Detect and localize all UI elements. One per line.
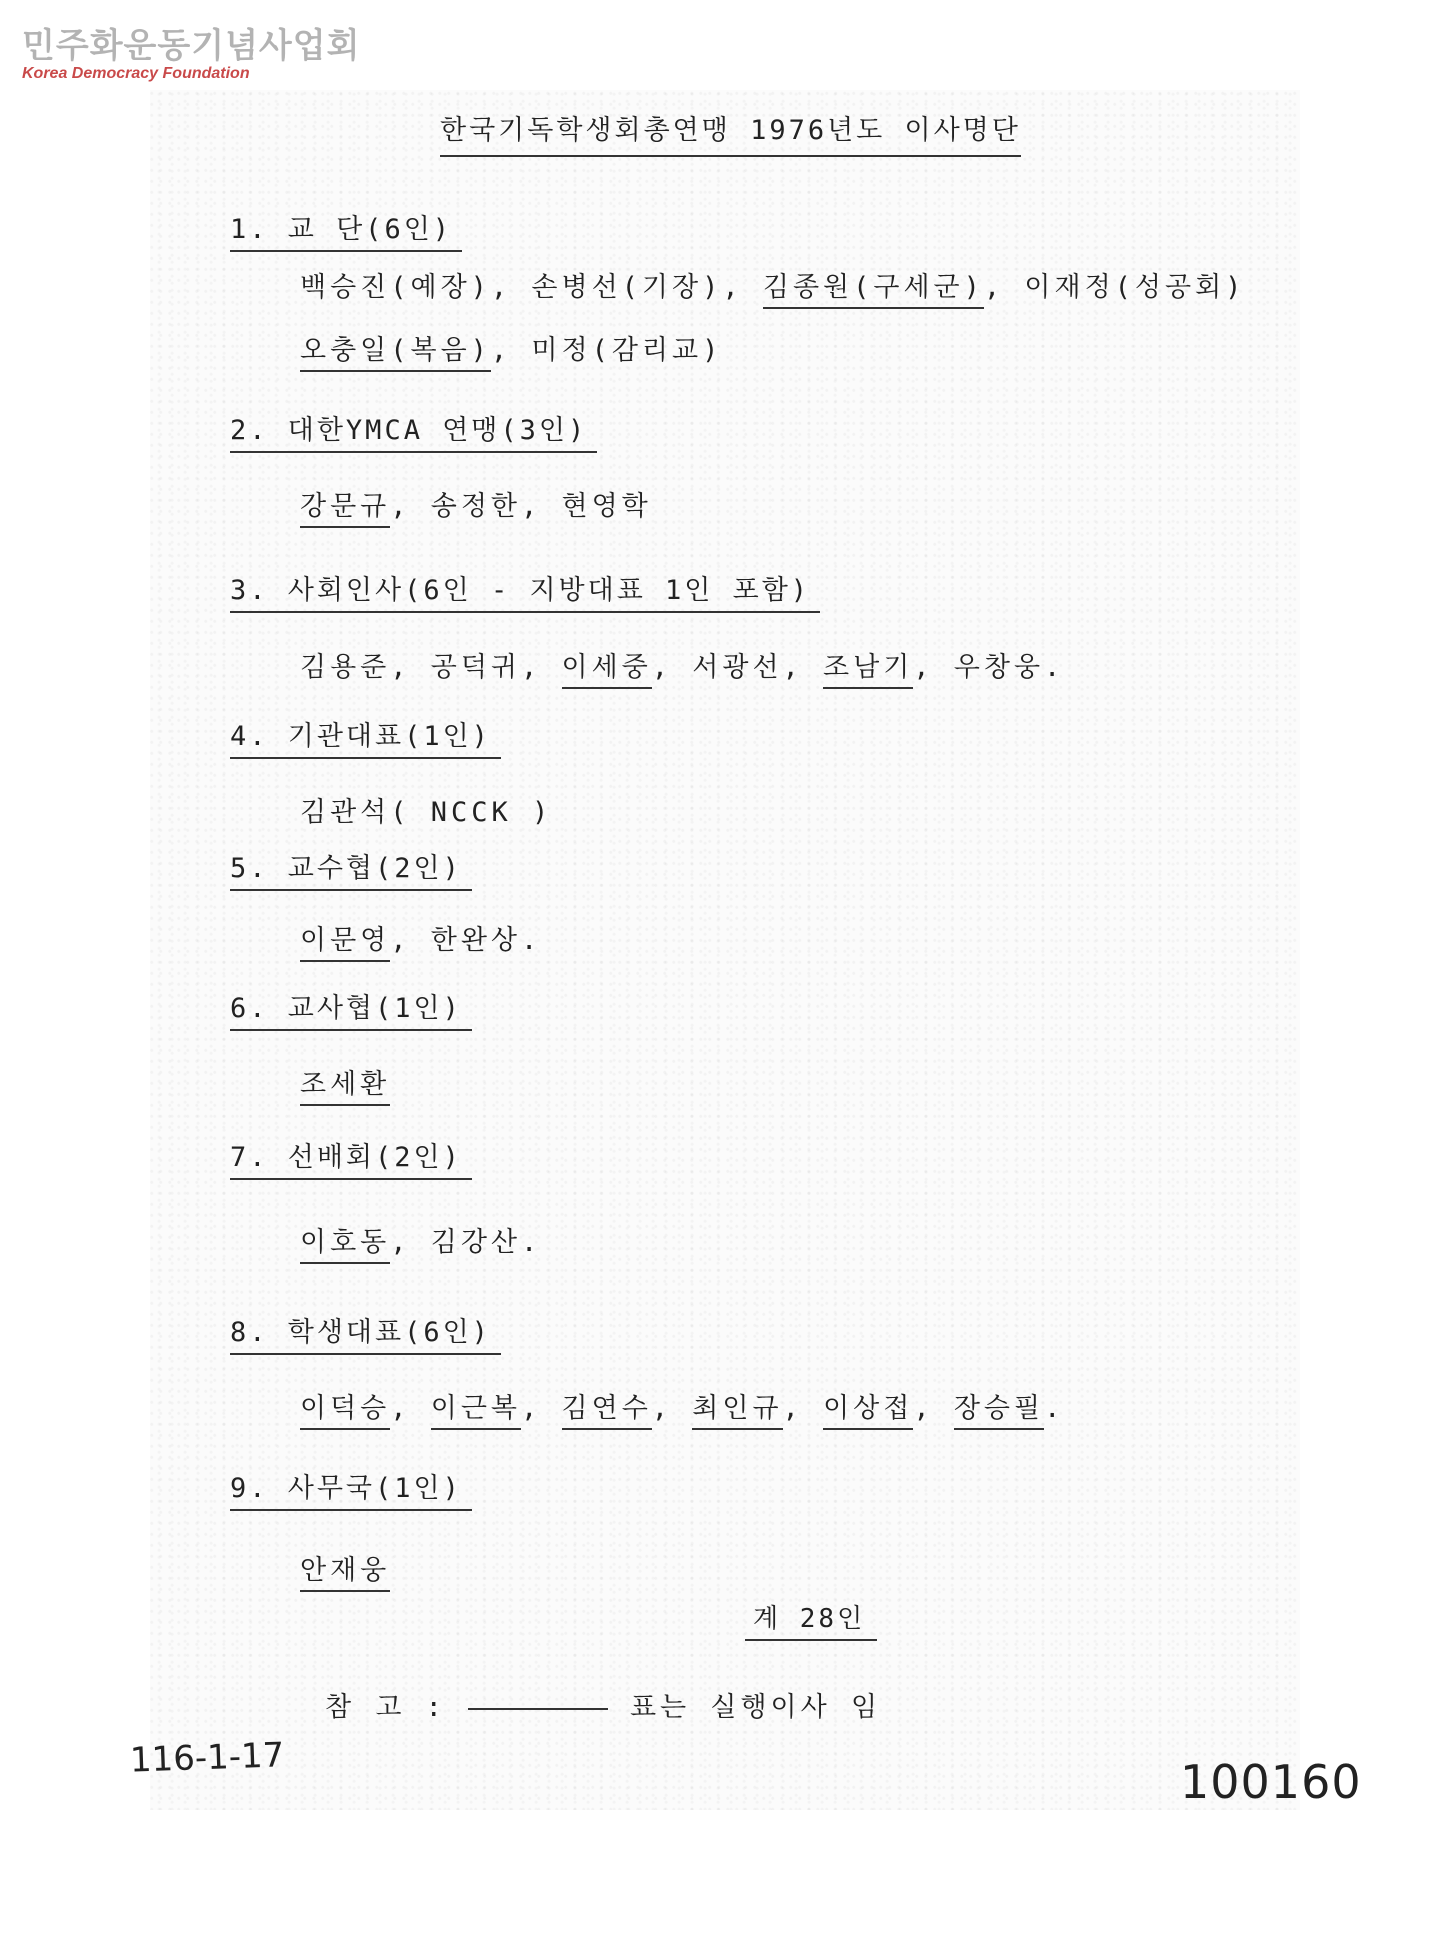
member-text: 김관석( NCCK ) — [300, 797, 553, 828]
executive-member: 조세환 — [300, 1069, 390, 1106]
member-text: 백승진(예장), 손병선(기장), — [300, 272, 763, 303]
section-8-members — [300, 1386, 1064, 1425]
foundation-logo — [22, 18, 360, 83]
section-3-members — [300, 645, 1064, 684]
logo-english-text: Korea Democracy Foundation — [22, 65, 250, 82]
member-text: , 송정한, 현영학 — [390, 491, 652, 522]
section-heading-4: 4. 기관대표(1인) — [230, 714, 501, 759]
member-text: , — [651, 1393, 693, 1424]
section-5-members — [300, 918, 541, 957]
member-text: , 우창웅. — [913, 652, 1065, 683]
executive-member: 이세중 — [562, 652, 652, 689]
executive-member: 이문영 — [300, 925, 390, 962]
executive-member: 이호동 — [300, 1227, 390, 1264]
member-text: , — [782, 1393, 824, 1424]
member-text: , — [521, 1393, 562, 1424]
executive-member: 이상접 — [823, 1393, 913, 1430]
executive-member: 조남기 — [823, 652, 913, 689]
handwritten-document-number: 100160 — [1180, 1755, 1362, 1809]
total-count: 계 28인 — [745, 1598, 877, 1641]
member-text: , 한완상. — [390, 925, 542, 956]
executive-member: 이덕승 — [300, 1393, 390, 1430]
section-heading-2: 2. 대한YMCA 연맹(3인) — [230, 408, 597, 453]
member-text: . — [1044, 1393, 1065, 1424]
section-heading-8: 8. 학생대표(6인) — [230, 1310, 501, 1355]
executive-member: 최인규 — [692, 1393, 782, 1430]
section-6-members — [300, 1062, 390, 1101]
section-heading-5: 5. 교수협(2인) — [230, 846, 472, 891]
note-text: 표는 실행이사 임 — [629, 1692, 882, 1723]
section-9-members — [300, 1548, 390, 1587]
member-text: , — [390, 1393, 431, 1424]
section-1-members-line-2 — [300, 328, 722, 367]
reference-note — [325, 1685, 881, 1724]
executive-member: 안재웅 — [300, 1555, 390, 1592]
member-text: , 김강산. — [390, 1227, 542, 1258]
handwritten-file-number: 116-1-17 — [129, 1735, 285, 1781]
section-heading-7: 7. 선배회(2인) — [230, 1135, 472, 1180]
member-text: 김용준, 공덕귀, — [300, 652, 562, 683]
section-7-members — [300, 1220, 541, 1259]
section-4-members — [300, 790, 552, 829]
member-text: , — [913, 1393, 954, 1424]
member-text: , 미정(감리교) — [490, 335, 723, 366]
section-heading-3: 3. 사회인사(6인 - 지방대표 1인 포함) — [230, 568, 820, 613]
executive-member: 오충일(복음) — [300, 335, 491, 372]
note-label: 참 고 : — [325, 1692, 446, 1723]
section-heading-6: 6. 교사협(1인) — [230, 986, 472, 1031]
logo-korean-text: 민주화운동기념사업회 — [22, 26, 361, 66]
executive-member: 장승필 — [954, 1393, 1044, 1430]
section-heading-9: 9. 사무국(1인) — [230, 1466, 472, 1511]
document-title: 한국기독학생회총연맹 1976년도 이사명단 — [440, 108, 1021, 157]
executive-member: 김연수 — [562, 1393, 652, 1430]
member-text: , 이재정(성공회) — [983, 272, 1246, 303]
member-text: , 서광선, — [651, 652, 824, 683]
section-1-members-line-1 — [300, 265, 1245, 304]
executive-member: 김종원(구세군) — [763, 272, 984, 309]
section-2-members — [300, 484, 652, 523]
executive-member: 강문규 — [300, 491, 390, 528]
section-heading-1: 1. 교 단(6인) — [230, 207, 462, 252]
underline-dash-symbol — [468, 1708, 608, 1710]
executive-member: 이근복 — [431, 1393, 521, 1430]
